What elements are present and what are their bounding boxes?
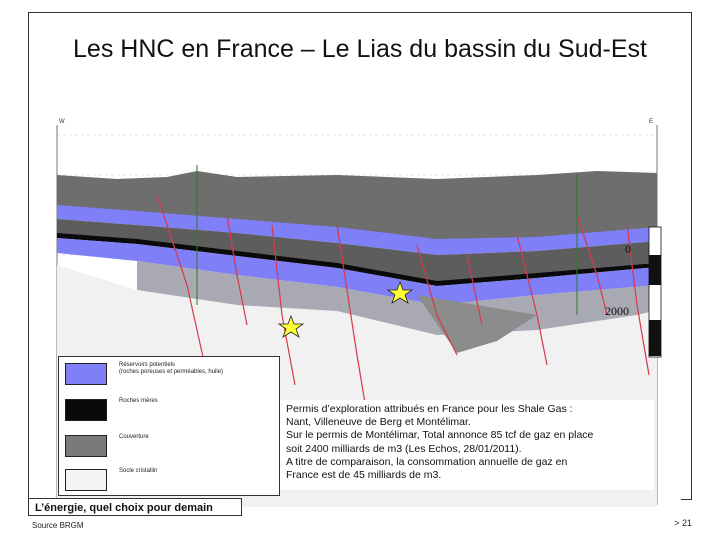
depth-scale-segment-dark bbox=[649, 255, 661, 285]
legend-item-reservoir bbox=[63, 361, 275, 389]
legend-label-source-rock: Roches mères bbox=[119, 398, 158, 404]
page-number: > 21 bbox=[674, 518, 692, 528]
note-line: soit 2400 milliards de m3 (Les Echos, 28/01/2011). bbox=[286, 442, 522, 455]
source-credit: Source BRGM bbox=[32, 521, 84, 530]
slide-tagline: L’énergie, quel choix pour demain bbox=[28, 498, 242, 516]
note-line: A titre de comparaison, la consommation annuelle de gaz en bbox=[286, 455, 568, 468]
legend-swatch-reservoir bbox=[65, 363, 107, 385]
legend-item-cover bbox=[63, 433, 275, 461]
legend-swatch-cover bbox=[65, 435, 107, 457]
legend-swatch-basement bbox=[65, 469, 107, 491]
legend-label-basement: Socle cristallin bbox=[119, 468, 158, 474]
legend-swatch-source-rock bbox=[65, 399, 107, 421]
slide-title: Les HNC en France – Le Lias du bassin du Sud-Est bbox=[73, 35, 647, 63]
legend-item-basement bbox=[63, 467, 275, 495]
legend-item-source-rock bbox=[63, 397, 275, 425]
note-line: Sur le permis de Montélimar, Total annonce 85 tcf de gaz en place bbox=[286, 429, 594, 442]
compass-west: W bbox=[59, 119, 65, 125]
legend-label-reservoir: Réservoirs potentiels (roches poreuses et perméables, huile) bbox=[119, 362, 224, 375]
depth-label-0: 0 bbox=[625, 242, 631, 256]
note-line: France est de 45 milliards de m3. bbox=[286, 469, 442, 482]
note-line: Permis d’exploration attribués en France pour les Shale Gas : bbox=[286, 403, 573, 415]
depth-label-2000: 2000 bbox=[605, 304, 629, 318]
depth-scale-segment-dark-lower bbox=[649, 320, 661, 356]
compass-east: E bbox=[649, 119, 654, 125]
note-line: Nant, Villeneuve de Berg et Montélimar. bbox=[286, 416, 471, 429]
legend-label-cover: Couverture bbox=[119, 434, 149, 440]
shale-gas-note bbox=[280, 400, 654, 490]
cross-section-legend bbox=[58, 356, 280, 496]
